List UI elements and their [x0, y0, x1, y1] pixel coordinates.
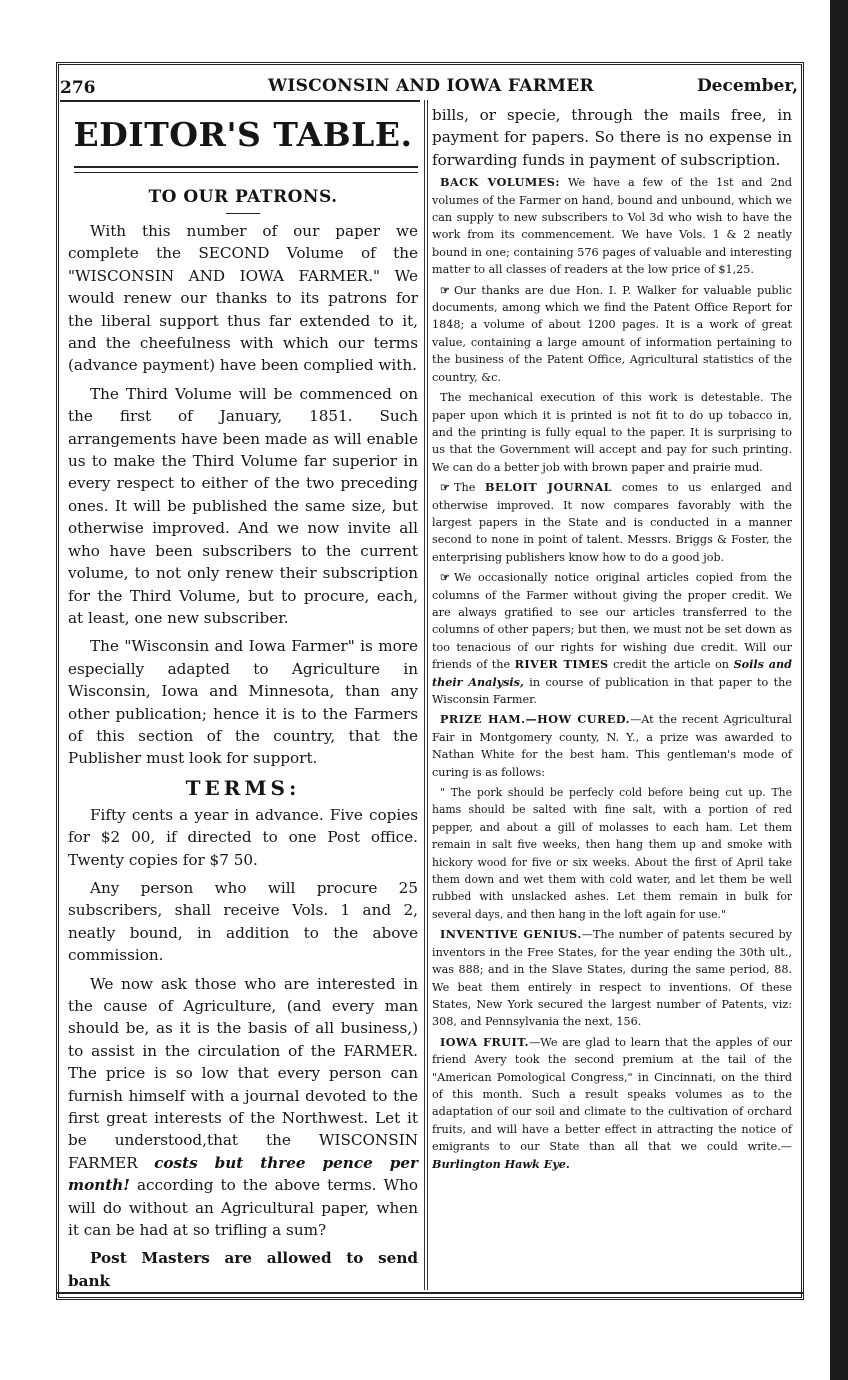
editors-table-title: EDITOR'S TABLE. [73, 115, 413, 154]
beloit-pre: The [454, 481, 485, 495]
back-volumes-paragraph [432, 174, 792, 278]
scan-edge [830, 0, 848, 1380]
terms-heading: TERMS: [185, 775, 301, 800]
mechanical-paragraph: The mechanical execution of this work is detestable. The paper upon which it is printed is not fit to do up tobacco in, and the printing is fully equal to the paper. It is surprising to us that the Government will accept and pay for such printing. We can do a better job with brown paper and prairie mud. [432, 391, 792, 474]
terms-paragraph-1: Fifty cents a year in advance. Five copies for $2 00, if directed to one Post office. Twenty copies for $7 50. [68, 805, 418, 869]
iowa-fruit-paragraph [432, 1034, 792, 1173]
prize-ham-text: —At the recent Agricultural Fair in Montgomery county, N. Y., a prize was awarded to Nathan White for the best ham. This gentleman's mode of curing is as follows: [432, 713, 792, 779]
pointing-hand-icon: ☞ [440, 480, 451, 495]
patrons-paragraph-2: The Third Volume will be commenced on the first of January, 1851. Such arrangements have been made as will enable us to make the Third Volume far superior in every respect to either of the two preceding ones. It will be published the same size, but otherwise improved. And we now invite all who have been subscribers to the current volume, to not only renew their subscription for the Third Volume, but to procure, each, at least, one new subscriber. [68, 384, 418, 627]
page-number: 276 [60, 78, 96, 98]
title-rule [74, 166, 418, 173]
terms-text-c: according to the above terms. Who will do without an Agricultural paper, when it can be had at so trifling a sum? [68, 1176, 418, 1240]
ham-curing-quote: " The pork should be perfecly cold before being cut up. The hams should be salted with fine salt, with a portion of red pepper, and about a gill of molasses to each ham. Let them remain in salt five weeks, then hang them up and smoke with hickory wood for five or six weeks. About the first of April take them down and wet them with cold water, and let them be well rubbed with unslacked ashes. Let them remain in bulk for several days, and then hang in the loft again for use." [432, 786, 792, 921]
beloit-text: comes to us enlarged and otherwise improved. It now compares favorably with the largest papers in the State and is conducted in a manner second to none in point of talent. Messrs. Briggs & Foster, the enterprising publishers know how to do a good job. [432, 481, 792, 564]
inventive-genius-paragraph [432, 926, 792, 1030]
inventive-genius-text: —The number of patents secured by inventors in the Free States, for the year ending the 30th ult., was 888; and in the Slave States, during the same period, 88. We beat them entirely in respect to inventions. Of these States, New York secured the largest number of Patents, viz: 308, and Pennsylvania the next, 156. [432, 928, 792, 1029]
iowa-fruit-source: Burlington Hawk Eye. [432, 1156, 570, 1171]
inventive-genius-title: INVENTIVE GENIUS. [440, 927, 582, 942]
footer-rule [56, 1292, 804, 1294]
iowa-fruit-text: —We are glad to learn that the apples of our friend Avery took the second premium at the tail of the "American Pomological Congress," in Cincinnati, on the third of this month. Such a result speaks volumes as to the adaptation of our soil and climate to the cultivation of orchard fruits, and will have a better effect in attracting the notice of emigrants to our State than all that we could write.— [432, 1035, 792, 1154]
copying-text-c: in course of publication in that paper to the Wisconsin Farmer. [432, 675, 792, 706]
terms-paragraph-2: Any person who will procure 25 subscribers, shall receive Vols. 1 and 2, neatly bound, in addition to the above commission. [68, 878, 418, 965]
copying-text-a: We occasionally notice original articles copied from the columns of the Farmer without giving the proper credit. We are always gratified to see our articles transferred to the columns of other papers; but then, we must not be set down as too tenacious of our rights for wishing due credit. Will our friends of the [432, 571, 792, 672]
copying-paragraph [432, 569, 792, 708]
header-rule [60, 100, 420, 102]
walker-paragraph [432, 282, 792, 386]
short-rule [226, 213, 260, 214]
right-column [432, 104, 792, 1294]
issue-month: December, [696, 76, 798, 96]
walker-text: Our thanks are due Hon. I. P. Walker for valuable public documents, among which we find the Patent Office Report for 1848; a volume of about 1200 pages. It is a work of great value, containing a large amount of information pertaining to the business of the Patent Office, Agricultural statistics of the country, &c. [432, 283, 792, 384]
pointing-hand-icon: ☞ [440, 570, 451, 585]
continued-paragraph: bills, or specie, through the mails free, in payment for papers. So there is no expense in forwarding funds in payment of subscription. [432, 106, 792, 169]
journal-title: WISCONSIN AND IOWA FARMER [268, 76, 594, 96]
back-volumes-title: BACK VOLUMES: [440, 175, 560, 190]
soils-article-title: Soils and their Analysis, [432, 657, 792, 689]
prize-ham-paragraph [432, 711, 792, 781]
copying-text-b: credit the article on [608, 658, 734, 672]
beloit-paragraph [432, 479, 792, 566]
postmasters-paragraph: Post Masters are allowed to send bank [68, 1249, 418, 1290]
back-volumes-text: We have a few of the 1st and 2nd volumes of the Farmer on hand, bound and unbound, which we can supply to new subscribers to Vol 3d who wish to have the work from its commencement. We have Vols. 1 & 2 neatly bound in one; containing 576 pages of valuable and interesting matter to all classes of readers at the low price of $1,25. [432, 176, 792, 277]
running-header [60, 74, 800, 100]
iowa-fruit-title: IOWA FRUIT. [440, 1034, 530, 1049]
terms-emphasis: costs but three pence per month! [68, 1153, 418, 1195]
prize-ham-title: PRIZE HAM.—HOW CURED. [440, 712, 631, 727]
patrons-paragraph-3: The "Wisconsin and Iowa Farmer" is more especially adapted to Agriculture in Wisconsin, Iowa and Minnesota, than any other publication; hence it is to the Farmers of this section of the country, that the Publisher must look for support. [68, 637, 418, 768]
beloit-title: BELOIT JOURNAL [485, 480, 613, 495]
patrons-heading: TO OUR PATRONS. [148, 187, 338, 207]
terms-paragraph-3 [68, 973, 418, 1242]
pointing-hand-icon: ☞ [440, 282, 451, 297]
river-times: RIVER TIMES [514, 657, 609, 672]
left-column [68, 104, 418, 1294]
column-divider [424, 100, 428, 1290]
terms-text-a: We now ask those who are interested in the cause of Agriculture, (and every man should be, as it is the basis of all business,) to assist in the circulation of the FARMER. The price is so low that every person can furnish himself with a journal devoted to the first great interests of the Northwest. Let it be understood,that the WISCONSIN FARMER [68, 974, 418, 1172]
patrons-paragraph-1: With this number of our paper we complete the SECOND Volume of the "WISCONSIN AND IOWA FARMER." We would renew our thanks to its patrons for the liberal support thus far extended to it, and the cheefulness with which our terms (advance payment) have been complied with. [68, 222, 418, 375]
